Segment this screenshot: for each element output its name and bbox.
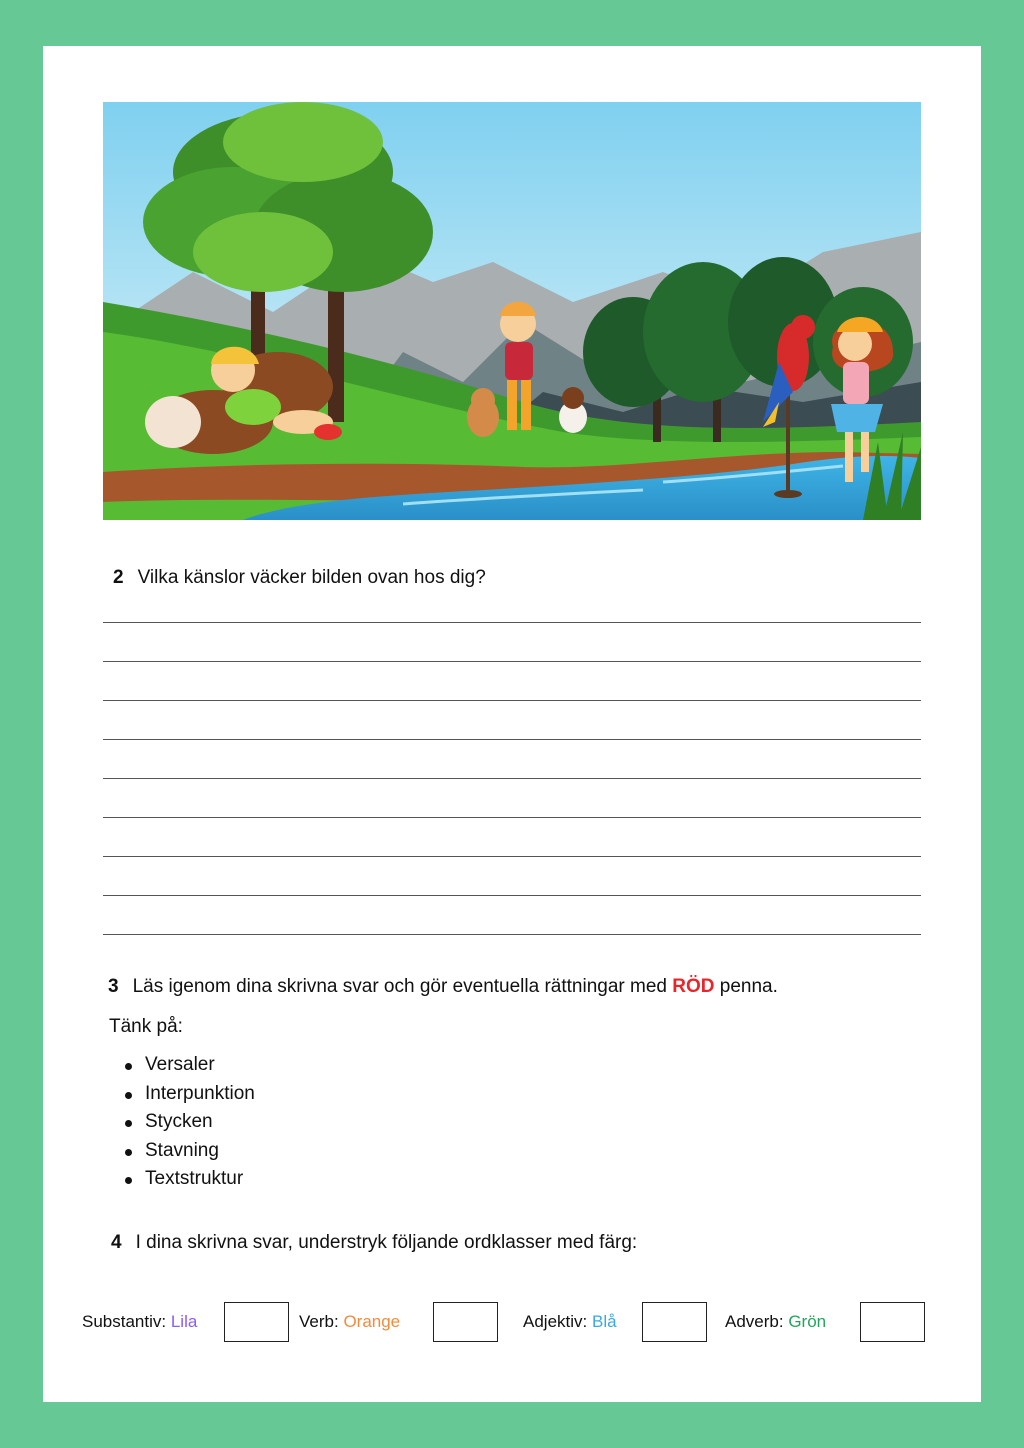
- word-class-label: Verb:: [299, 1312, 339, 1331]
- answer-line[interactable]: [103, 856, 921, 857]
- answer-line[interactable]: [103, 778, 921, 779]
- word-class-color-name: Grön: [788, 1312, 827, 1331]
- checklist-item: Versaler: [123, 1051, 255, 1080]
- word-class-color-name: Lila: [170, 1312, 198, 1331]
- checklist-item: Textstruktur: [123, 1165, 255, 1194]
- word-class-adjektiv: [523, 1312, 617, 1332]
- word-class-verb: [299, 1312, 400, 1332]
- park-illustration: [103, 102, 921, 520]
- answer-line[interactable]: [103, 661, 921, 662]
- answer-line[interactable]: [103, 934, 921, 935]
- question-4: [111, 1232, 637, 1254]
- question-3: [108, 976, 778, 998]
- substantiv-color-box[interactable]: [224, 1302, 289, 1342]
- word-class-label: Substantiv:: [82, 1312, 167, 1331]
- worksheet-page: [43, 46, 981, 1402]
- think-about-label: Tänk på:: [109, 1016, 183, 1037]
- verb-color-box[interactable]: [433, 1302, 498, 1342]
- checklist-item: Interpunktion: [123, 1080, 255, 1109]
- question-2-text: Vilka känslor väcker bilden ovan hos dig?: [137, 567, 486, 588]
- adverb-color-box[interactable]: [860, 1302, 925, 1342]
- question-4-number: 4: [111, 1232, 122, 1253]
- question-4-text: I dina skrivna svar, understryk följande ordklasser med färg:: [135, 1232, 638, 1253]
- question-2: [113, 567, 486, 589]
- word-class-label: Adjektiv:: [523, 1312, 588, 1331]
- word-class-adverb: [725, 1312, 826, 1332]
- word-class-substantiv: [82, 1312, 197, 1332]
- question-3-number: 3: [108, 976, 119, 997]
- question-3-text: Läs igenom dina skrivna svar och gör eventuella rättningar med: [132, 976, 667, 997]
- word-class-color-name: Orange: [343, 1312, 401, 1331]
- question-2-number: 2: [113, 567, 124, 588]
- adjektiv-color-box[interactable]: [642, 1302, 707, 1342]
- checklist-item: Stycken: [123, 1108, 255, 1137]
- word-class-color-name: Blå: [591, 1312, 617, 1331]
- red-pen-emphasis: RÖD: [672, 976, 715, 997]
- answer-line[interactable]: [103, 817, 921, 818]
- question-3-text-end: penna.: [719, 976, 778, 997]
- answer-line[interactable]: [103, 622, 921, 623]
- answer-line[interactable]: [103, 739, 921, 740]
- checklist: [123, 1051, 255, 1194]
- answer-line[interactable]: [103, 895, 921, 896]
- answer-line[interactable]: [103, 700, 921, 701]
- checklist-item: Stavning: [123, 1137, 255, 1166]
- word-class-label: Adverb:: [725, 1312, 784, 1331]
